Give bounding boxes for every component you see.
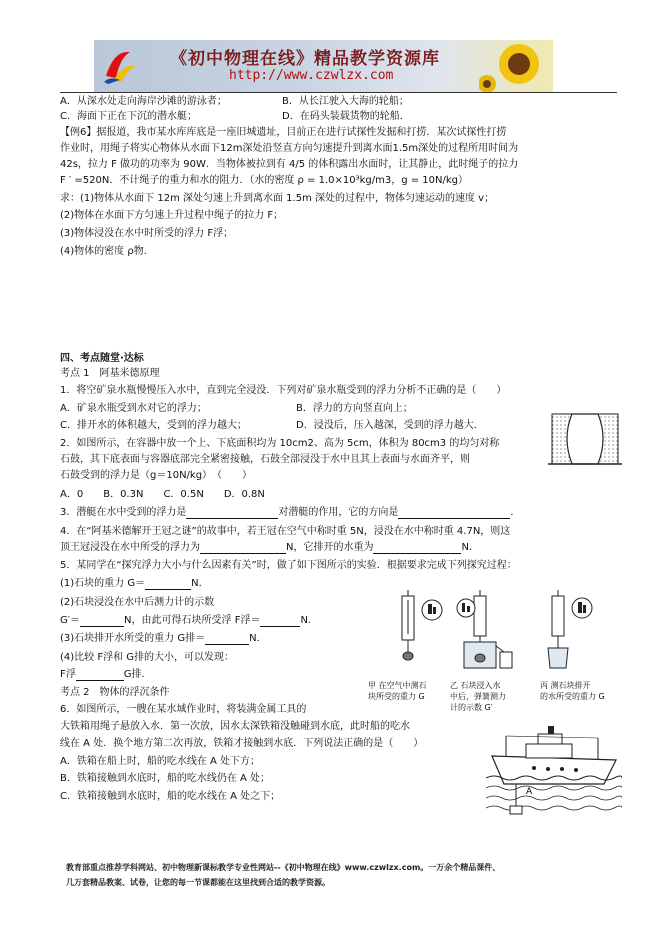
example6-line1: 【例6】据报道，我市某水库库底是一座旧城遗址，目前正在进行试探性发掘和打捞．某次试探性打捞: [60, 127, 507, 138]
question3: 3．潜艇在水中受到的浮力是 对潜艇的作用，它的方向是 ．: [60, 507, 521, 518]
sunflower-icon: [479, 40, 549, 92]
blank-q5-1[interactable]: [145, 579, 191, 590]
question2-line2: 石鼓，其下底表面与容器底部完全紧密接触，石鼓全部浸没于水中且其上表面与水面齐平，则: [60, 454, 470, 465]
question5-4: (3)石块排开水所受的重力 G排＝ N．: [60, 633, 267, 644]
caption-water: 乙 石块浸入水 中后，弹簧测力 计的示数 G′: [450, 681, 506, 712]
caption-air: 甲 在空气中测石 块所受的重力 G: [368, 681, 427, 701]
example6-q4: (4)物体的密度 ρ物．: [60, 246, 154, 257]
blank-q4-2[interactable]: [373, 543, 461, 554]
experiment-figure: [372, 590, 622, 672]
question5-3: G′＝ N，由此可得石块所受浮 F浮＝ N．: [60, 615, 318, 626]
question6-c: C．铁箱接触到水底时，船的吃水线在 A 处之下；: [60, 791, 281, 802]
question1-c: C．排开水的体积越大，受到的浮力越大；: [60, 420, 247, 431]
blank-q5-2[interactable]: [80, 616, 124, 627]
question6-line1: 6．如图所示，一艘在某水域作业时，将装满金属工具的: [60, 704, 307, 715]
question5-2: (2)石块浸没在水中后测力计的示数: [60, 597, 215, 608]
waterline-label: A: [526, 787, 533, 797]
question6-line3: 线在 A 处．换个地方第二次再放，铁箱才接触到水底．下列说法正确的是（ ）: [60, 738, 424, 749]
question1-a: A．矿泉水瓶受到水对它的浮力；: [60, 403, 207, 414]
spring-scale-beaker-icon: [548, 590, 592, 668]
section-heading: 四、考点随堂·达标: [60, 353, 144, 364]
header-rule: [60, 92, 617, 93]
question5-6: F浮 G排．: [60, 669, 152, 680]
blank-q4-1[interactable]: [200, 543, 286, 554]
question2-line3: 石鼓受到的浮力是（g＝10N/kg） （ ）: [60, 470, 253, 481]
example6-q2: (2)物体在水面下方匀速上升过程中绳子的拉力 F；: [60, 210, 284, 221]
question4-line2: 顶王冠浸没在水中所受的浮力为 N，它排开的水重为 N．: [60, 542, 479, 553]
caption-beaker: 丙 测石块排开 的水所受的重力 G: [540, 681, 605, 701]
question5-5: (4)比较 F浮和 G排的大小，可以发现：: [60, 652, 235, 663]
ship-figure: [486, 722, 622, 818]
site-logo-icon: [100, 46, 140, 86]
question4-line1: 4．在“阿基米德解开王冠之谜”的故事中，若王冠在空气中称时重 5N，浸没在水中称时重 4.7N，则这: [60, 526, 511, 537]
blank-q3-1[interactable]: [186, 508, 278, 519]
blank-q3-2[interactable]: [398, 508, 510, 519]
banner-url[interactable]: http://www.czwlzx.com: [229, 68, 394, 83]
topic2-heading: 考点 2 物体的浮沉条件: [60, 687, 170, 698]
question6-a: A．铁箱在船上时，船的吃水线在 A 处下方；: [60, 756, 261, 767]
example6-line2: 作业时，用绳子将实心物体从水面下12m深处沿竖直方向匀速提升到离水面1.5m深处的过程所用时间为: [60, 143, 519, 154]
question1: 1．将空矿泉水瓶慢慢压入水中，直到完全浸没．下列对矿泉水瓶受到的浮力分析不正确的是（ ）: [60, 385, 507, 396]
question1-d: D．浸没后，压入越深，受到的浮力越大．: [296, 420, 484, 431]
banner-title: 《初中物理在线》精品教学资源库: [170, 49, 440, 69]
ship-icon: [492, 726, 616, 784]
blank-q5-4[interactable]: [205, 634, 249, 645]
topic1-heading: 考点 1 阿基米德原理: [60, 368, 160, 379]
question6-b: B．铁箱接触到水底时，船的吃水线仍在 A 处；: [60, 773, 271, 784]
question1-b: B．浮力的方向竖直向上；: [296, 403, 413, 414]
option-c: C．海面下正在下沉的潜水艇；: [60, 111, 197, 122]
blank-q5-5[interactable]: [76, 670, 124, 681]
example6-line3: 42s，拉力 F 做功的功率为 90W．当物体被拉到有 4/5 的体积露出水面时，让其静止，此时绳子的拉力: [60, 159, 519, 170]
question5: 5．某同学在“探究浮力大小与什么因素有关”时，做了如下图所示的实验．根据要求完成下列探究过程：: [60, 560, 517, 571]
question6-line2: 大铁箱用绳子悬放入水．第一次放，因水太深铁箱没触碰到水底，此时船的吃水: [60, 721, 410, 732]
question2-line1: 2．如图所示，在容器中放一个上、下底面积均为 10cm2、高为 5cm，体积为 80cm3 的均匀对称: [60, 438, 500, 449]
example6-line4: F ′ =520N．不计绳子的重力和水的阻力．（水的密度 ρ = 1.0×10³kg/m3，g = 10N/kg）: [60, 175, 469, 186]
option-b: B．从长江驶入大海的轮船；: [282, 96, 409, 107]
option-a: A．从深水处走向海岸沙滩的游泳者；: [60, 96, 227, 107]
footer-line2: 几万套精品教案、试卷，让您的每一节课都能在这里找到合适的教学资源。: [66, 878, 330, 887]
question5-1: (1)石块的重力 G＝ N．: [60, 578, 209, 589]
option-d: D．在码头装载货物的轮船．: [282, 111, 410, 122]
header-banner: [94, 40, 553, 92]
container-drum-figure: [548, 408, 622, 468]
blank-q5-3[interactable]: [260, 616, 300, 627]
question2-options: A．0 B．0.3N C．0.5N D．0.8N: [60, 489, 265, 500]
example6-q1: 求：(1)物体从水面下 12m 深处匀速上升到离水面 1.5m 深处的过程中，物体匀速运动的速度 v；: [60, 193, 495, 204]
spring-scale-water-icon: [457, 590, 512, 668]
spring-scale-air-icon: [402, 590, 442, 660]
footer-line1: 教育部重点推荐学科网站、初中物理新课标教学专业性网站--《初中物理在线》www.czwlzx.com。一万余个精品课件、: [66, 863, 501, 872]
example6-q3: (3)物体浸没在水中时所受的浮力 F浮；: [60, 228, 234, 239]
